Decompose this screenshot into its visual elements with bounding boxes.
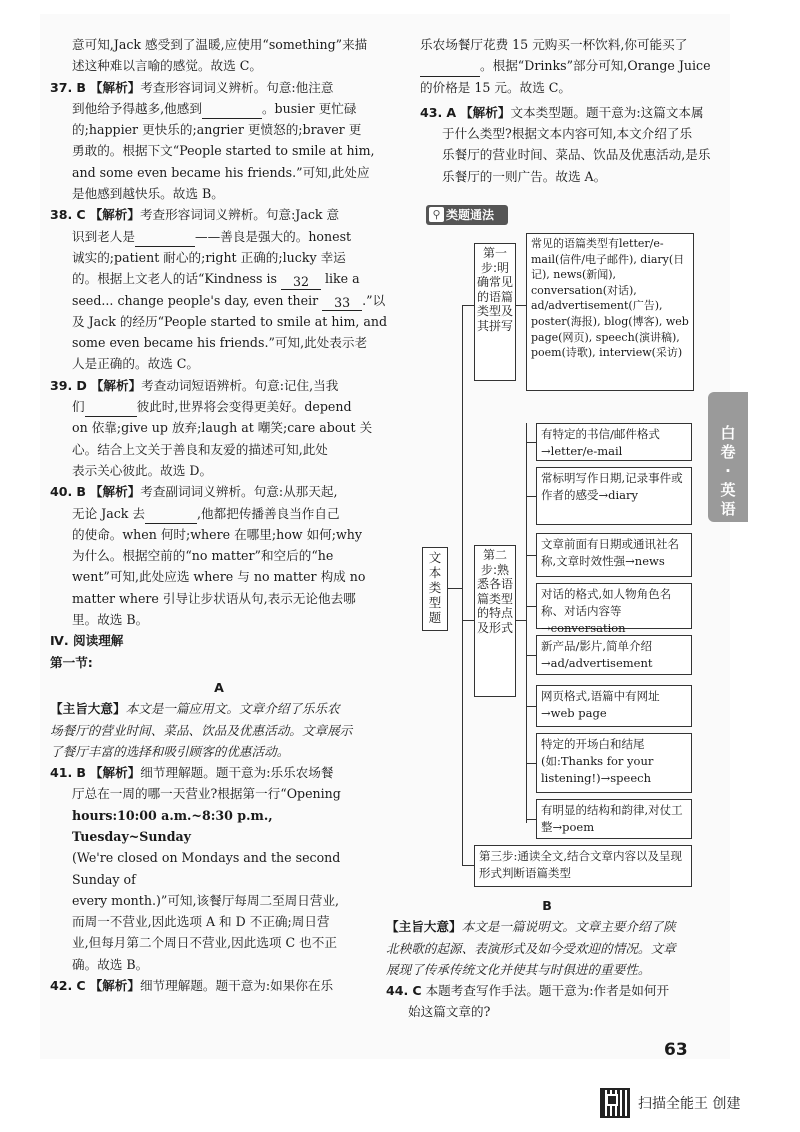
step2-item-box: 特定的开场白和结尾(如:Thanks for your listening!)→speech — [536, 733, 692, 793]
item-number: 38. — [50, 207, 73, 223]
text: 考查动词短语辨析。句意:记住,当我 — [141, 377, 339, 393]
connector — [462, 305, 463, 865]
connector — [462, 620, 474, 621]
text-line: 的使命。when 何时;where 在哪里;how 如何;why — [72, 526, 363, 542]
text-line: 厅总在一周的哪一天营业?根据第一行“Opening — [72, 786, 341, 802]
text-line: 是他感到越快乐。故选 B。 — [72, 186, 224, 202]
text: 。busier 更忙碌 — [261, 100, 357, 116]
text-line: 乐餐厅的一则广告。故选 A。 — [442, 168, 607, 184]
answer-letter: B — [76, 765, 86, 781]
connector — [526, 496, 536, 497]
text-line: 始这篇文章的? — [408, 1004, 491, 1020]
text: ——善良是强大的。honest — [194, 228, 352, 244]
text-line: on 依靠;give up 放弃;laugh at 嘲笑;care about 关 — [72, 420, 373, 436]
text: 识到老人是 — [72, 228, 135, 244]
passage-label: B — [542, 898, 552, 913]
item-number: 44. — [386, 983, 409, 999]
cont-line: 述这种难以言喻的感觉。故选 C。 — [72, 58, 262, 74]
item-number: 39. — [50, 377, 73, 393]
step3-box: 第三步:通读全文,结合文章内容以及呈现形式判断语篇类型 — [474, 845, 692, 887]
root-box — [422, 547, 448, 631]
text-line: 北秧歌的起源、表演形式及如今受欢迎的情况。文章 — [386, 940, 676, 956]
item-number: 42. — [50, 978, 73, 994]
text-line — [50, 396, 388, 417]
key-icon: ⚲ — [429, 207, 444, 222]
connector — [448, 588, 462, 589]
method-diagram — [420, 205, 716, 895]
answer-letter: D — [76, 377, 87, 393]
text-line: 人是正确的。故选 C。 — [72, 356, 199, 372]
text-line — [50, 290, 388, 311]
connector — [526, 763, 536, 764]
text: 细节理解题。题干意为:乐乐农场餐 — [140, 765, 334, 781]
left-column — [50, 34, 388, 996]
text: 本题考查写作手法。题干意为:作者是如何开 — [425, 983, 670, 999]
side-tab-char: 语 — [720, 500, 736, 518]
text-line: 诚实的;patient 耐心的;right 正确的;lucky 幸运 — [72, 249, 346, 265]
step1-text-box: 常见的语篇类型有letter/e-mail(信件/电子邮件), diary(日记), news(新闻), conversation(对话), ad/advertisement(广告), poster(海报), blog(博客), web page(网页), speech(演讲稿), poem(诗歌), interview(采访) — [526, 233, 694, 391]
answer-blank — [145, 509, 197, 524]
text-line: 确。故选 B。 — [72, 956, 149, 972]
step1-label-box — [474, 243, 516, 381]
text-line: 乐餐厅的营业时间、菜品、饮品及优惠活动,是乐 — [442, 147, 711, 163]
question-39 — [50, 375, 388, 396]
right-column-bottom — [386, 895, 708, 1023]
answer-letter: C — [76, 207, 86, 223]
answer-letter: B — [76, 79, 86, 95]
connector — [526, 819, 536, 820]
analysis-tag: 【解析】 — [89, 765, 141, 781]
text-line — [50, 503, 388, 524]
text-line: 的价格是 15 元。故选 C。 — [420, 79, 572, 95]
connector — [526, 442, 536, 443]
text-line: hours:10:00 a.m.~8:30 p.m., Tuesday~Sunday — [72, 807, 273, 844]
root-label: 文本类型题 — [428, 550, 442, 625]
analysis-tag: 【解析】 — [89, 978, 140, 994]
text-line — [420, 55, 713, 76]
text: 考查形容词词义辨析。句意:他注意 — [140, 79, 334, 95]
question-40 — [50, 481, 388, 502]
answer-letter: C — [76, 978, 86, 994]
analysis-tag: 【解析】 — [89, 484, 141, 500]
step2-item-box: 新产品/影片,简单介绍→ad/advertisement — [536, 635, 692, 675]
item-number: 41. — [50, 765, 73, 781]
text: 到他给予得越多,他感到 — [72, 100, 202, 116]
text: 细节理解题。题干意为:如果你在乐 — [139, 978, 334, 994]
question-42 — [50, 975, 388, 996]
text-line: 表示关心彼此。故选 D。 — [72, 462, 213, 478]
qr-code-icon — [600, 1088, 630, 1118]
text: 考查副词词义辨析。句意:从那天起, — [140, 484, 338, 500]
text: 彼此时,世界将会变得更美好。depend — [136, 399, 352, 415]
answer-blank — [420, 62, 480, 77]
connector — [462, 865, 474, 866]
text: 的。根据上文老人的话“Kindness is — [72, 271, 277, 287]
cont-line: 意可知,Jack 感受到了温暖,应使用“something”来描 — [72, 37, 368, 52]
step2-item-box: 对话的格式,如人物角色名称、对话内容等→conversation — [536, 583, 692, 629]
text-line: 勇敢的。根据下文“People started to smile at him, — [72, 143, 375, 159]
item-number: 40. — [50, 484, 73, 500]
text-line — [50, 226, 388, 247]
text-line: 展现了传承传统文化并使其与时俱进的重要性。 — [386, 961, 651, 977]
step2-item-box: 常标明写作日期,记录事件或作者的感受→diary — [536, 467, 692, 525]
main-idea-tag: 【主旨大意】 — [50, 701, 126, 717]
main-idea-a — [50, 698, 388, 719]
answer-letter: C — [412, 983, 422, 999]
text-line — [50, 268, 388, 289]
answer-blank — [202, 104, 262, 119]
text-line: 为什么。根据空前的“no matter”和空后的“he — [72, 548, 334, 564]
text: like a — [325, 271, 360, 287]
connector — [526, 555, 536, 556]
badge-label: 类题通法 — [446, 208, 495, 222]
text: 文本类型题。题干意为:这篇文本属 — [510, 104, 704, 120]
question-44 — [386, 980, 708, 1001]
answer-letter: A — [446, 104, 457, 120]
text-line: (We're closed on Mondays and the second Sunday of — [72, 850, 341, 887]
connector — [516, 620, 526, 621]
text: 。根据“Drinks”部分可知,Orange Juice — [480, 58, 711, 74]
passage-label: A — [214, 679, 224, 695]
step2-item-box: 有明显的结构和韵律,对仗工整→poem — [536, 799, 692, 839]
text-line: 业,但每月第二个周日不营业,因此选项 C 也不正 — [72, 935, 337, 951]
part-heading: 第一节: — [50, 654, 93, 670]
text-line: 了餐厅丰富的选择和吸引顾客的优惠活动。 — [50, 743, 290, 759]
scanner-footer — [600, 1088, 740, 1118]
connector — [526, 706, 536, 707]
connector — [516, 305, 526, 306]
text: 考查形容词词义辨析。句意:Jack 意 — [139, 207, 340, 223]
text-line: 及 Jack 的经历“People started to smile at him, and — [72, 313, 388, 329]
side-tab-char: 英 — [720, 481, 736, 499]
connector — [526, 606, 536, 607]
text-line: 于什么类型?根据文本内容可知,本文介绍了乐 — [442, 126, 693, 142]
step2-item-box: 文章前面有日期或通讯社名称,文章时效性强→news — [536, 533, 692, 577]
text: 们 — [72, 399, 85, 415]
connector — [526, 655, 536, 656]
method-badge — [426, 205, 508, 225]
question-38 — [50, 204, 388, 225]
side-tab-char: · — [725, 462, 731, 480]
item-number: 43. — [420, 104, 443, 120]
analysis-tag: 【解析】 — [89, 207, 140, 223]
analysis-tag: 【解析】 — [460, 104, 511, 120]
section-heading: Ⅳ. 阅读理解 — [50, 633, 124, 649]
main-idea-b — [386, 916, 708, 937]
text: 无论 Jack 去 — [72, 505, 146, 521]
step2-label: 第二步:熟悉各语篇类型的特点及形式 — [476, 548, 513, 635]
text: .”以 — [362, 292, 386, 308]
question-41 — [50, 762, 388, 783]
text-line — [50, 98, 388, 119]
answer-letter: B — [76, 484, 86, 500]
question-37 — [50, 77, 388, 98]
step2-item-box: 有特定的书信/邮件格式→letter/e-mail — [536, 423, 692, 461]
text-line: some even became his friends.”可知,此处表示老 — [72, 335, 368, 351]
text: ,他都把传播善良当作自己 — [197, 505, 340, 521]
text-line: every month.)”可知,该餐厅每周二至周日营业, — [72, 892, 340, 908]
main-idea-tag: 【主旨大意】 — [386, 919, 462, 935]
answer-blank — [135, 232, 195, 247]
text-line: and some even became his friends.”可知,此处应 — [72, 164, 370, 180]
item-number: 37. — [50, 79, 73, 95]
question-43 — [420, 102, 713, 123]
text: 本文是一篇说明文。文章主要介绍了陕 — [461, 919, 676, 935]
side-tab-char: 卷 — [720, 443, 736, 461]
right-column-top — [420, 34, 713, 187]
text: seed... change people's day, even their — [72, 292, 319, 308]
text-line: 场餐厅的营业时间、菜品、饮品及优惠活动。文章展示 — [50, 722, 353, 738]
side-tab-char: 白 — [720, 424, 736, 442]
blank-number: 32 — [281, 275, 321, 290]
blank-number: 33 — [322, 296, 362, 311]
side-tab — [708, 392, 748, 522]
step1-label: 第一步:明确常见的语篇类型及其拼写 — [476, 246, 513, 333]
text-line: 乐农场餐厅花费 15 元购买一杯饮料,你可能买了 — [420, 37, 688, 52]
step2-label-box — [474, 545, 516, 697]
text-line: went”可知,此处应选 where 与 no matter 构成 no — [72, 569, 366, 585]
page-number: 63 — [664, 1040, 688, 1060]
step2-item-box: 网页格式,语篇中有网址→web page — [536, 685, 692, 727]
analysis-tag: 【解析】 — [90, 377, 142, 393]
text-line: 而周一不营业,因此选项 A 和 D 不正确;周日营 — [72, 914, 330, 930]
connector — [462, 305, 474, 306]
text-line: 心。结合上文关于善良和友爱的描述可知,此处 — [72, 441, 328, 457]
text-line: 的;happier 更快乐的;angrier 更愤怒的;braver 更 — [72, 122, 362, 138]
answer-blank — [85, 402, 137, 417]
text-line: matter where 引导让步状语从句,表示无论他去哪 — [72, 590, 356, 606]
text: 本文是一篇应用文。文章介绍了乐乐农 — [125, 701, 340, 717]
text-line: 里。故选 B。 — [72, 612, 149, 628]
footer-text: 扫描全能王 创建 — [638, 1096, 741, 1112]
analysis-tag: 【解析】 — [89, 79, 141, 95]
